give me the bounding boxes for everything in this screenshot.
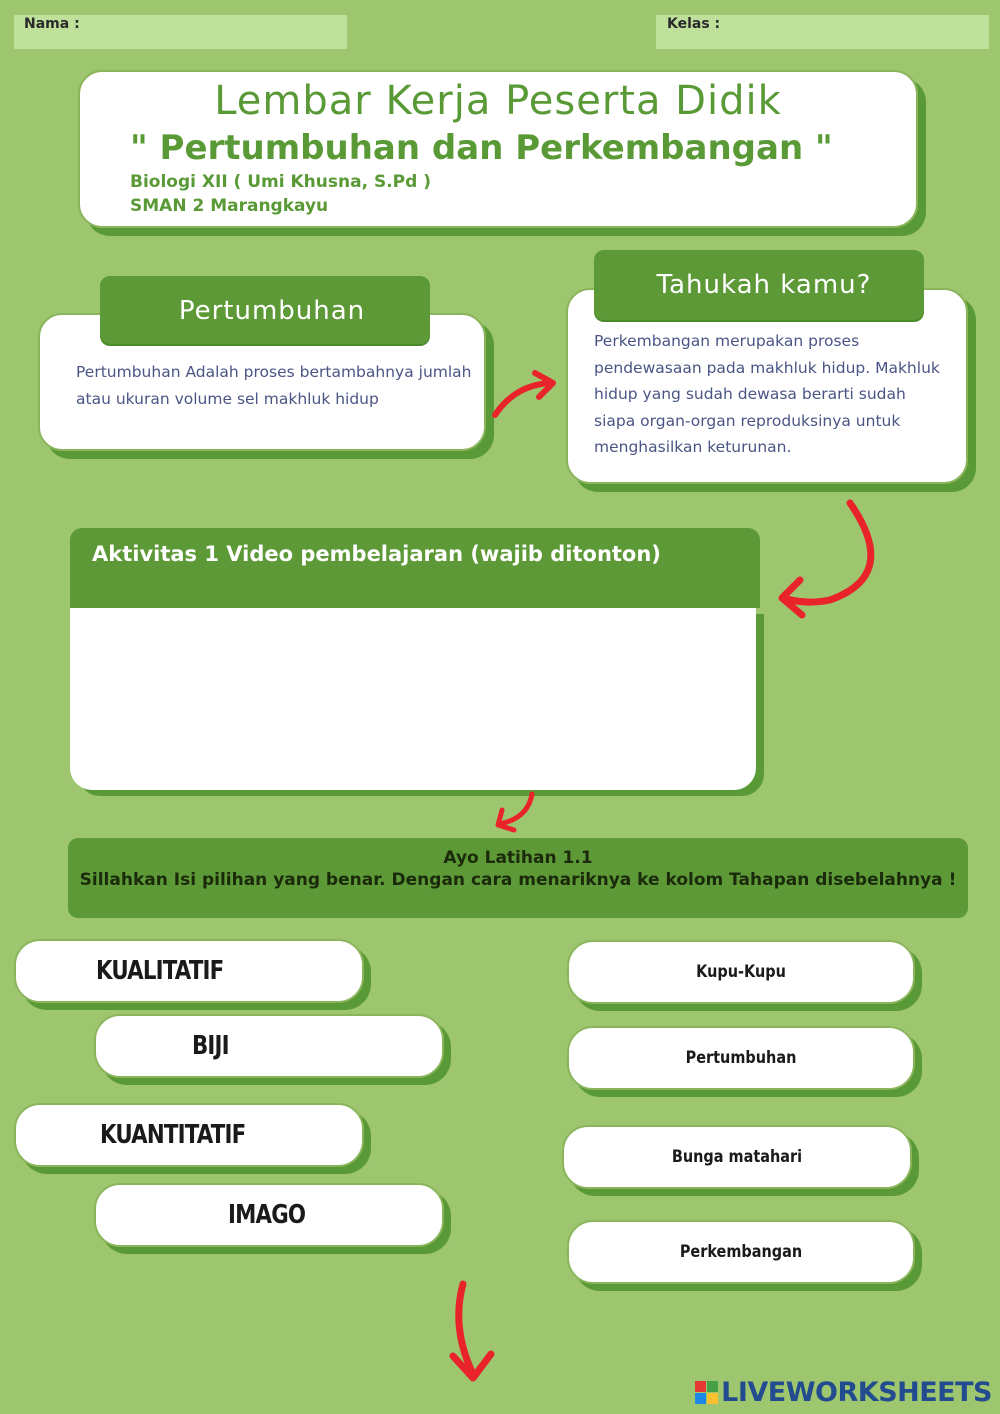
- target-label: Pertumbuhan: [685, 1048, 797, 1068]
- activity-header: [70, 528, 760, 608]
- drop-target-bunga-matahari[interactable]: [562, 1125, 912, 1189]
- didyouknow-heading: Tahukah kamu?: [656, 270, 872, 300]
- growth-heading-tab: [100, 276, 430, 344]
- class-label: Kelas :: [667, 16, 721, 32]
- drop-target-kupu-kupu[interactable]: [567, 940, 915, 1004]
- page-title: Lembar Kerja Peserta Didik: [214, 78, 782, 124]
- subject-line: Biologi XII ( Umi Khusna, S.Pd ): [130, 172, 431, 192]
- drag-choice-kuantitatif[interactable]: [14, 1103, 364, 1167]
- growth-text: Pertumbuhan Adalah proses bertambahnya jumlah atau ukuran volume sel makhluk hidup: [76, 363, 472, 408]
- choice-label: KUANTITATIF: [100, 1120, 246, 1150]
- logo-squares-icon: [695, 1381, 718, 1404]
- growth-heading: Pertumbuhan: [178, 296, 366, 326]
- arrow-down-icon: [445, 1278, 505, 1388]
- didyouknow-text: Perkembangan merupakan proses pendewasaan pada makhluk hidup. Makhluk hidup yang sudah dewasa berarti sudah siapa organ-organ reproduksinya untuk menghasilkan keturunan.: [594, 332, 940, 456]
- liveworksheets-logo: [695, 1377, 992, 1408]
- choice-label: KUALITATIF: [96, 956, 224, 986]
- arrow-right-icon: [485, 365, 565, 425]
- video-player-area[interactable]: [70, 608, 756, 790]
- target-label: Bunga matahari: [671, 1147, 803, 1167]
- page-subtitle: " Pertumbuhan dan Perkembangan ": [130, 128, 833, 168]
- exercise-instruction-bar: [68, 838, 968, 918]
- drag-choice-kualitatif[interactable]: [14, 939, 364, 1003]
- activity-title: Aktivitas 1 Video pembelajaran (wajib ditonton): [92, 542, 661, 566]
- drop-target-pertumbuhan[interactable]: [567, 1026, 915, 1090]
- curved-arrow-down-left-icon: [770, 495, 885, 630]
- choice-label: IMAGO: [228, 1200, 306, 1230]
- choice-label: BIJI: [192, 1031, 229, 1061]
- drop-target-perkembangan[interactable]: [567, 1220, 915, 1284]
- exercise-instruction: Sillahkan Isi pilihan yang benar. Dengan cara menariknya ke kolom Tahapan disebelahnya !: [79, 870, 957, 890]
- drag-choice-imago[interactable]: [94, 1183, 444, 1247]
- name-label: Nama :: [24, 16, 80, 32]
- title-card: [78, 70, 918, 228]
- exercise-title: Ayo Latihan 1.1: [443, 848, 593, 868]
- target-label: Kupu-Kupu: [696, 962, 786, 982]
- drag-choice-biji[interactable]: [94, 1014, 444, 1078]
- activity-video-section: [70, 528, 756, 790]
- target-label: Perkembangan: [679, 1242, 803, 1262]
- didyouknow-heading-tab: [594, 250, 924, 320]
- arrow-down-left-icon: [490, 790, 550, 835]
- logo-text: LIVEWORKSHEETS: [721, 1377, 992, 1408]
- school-line: SMAN 2 Marangkayu: [130, 196, 329, 216]
